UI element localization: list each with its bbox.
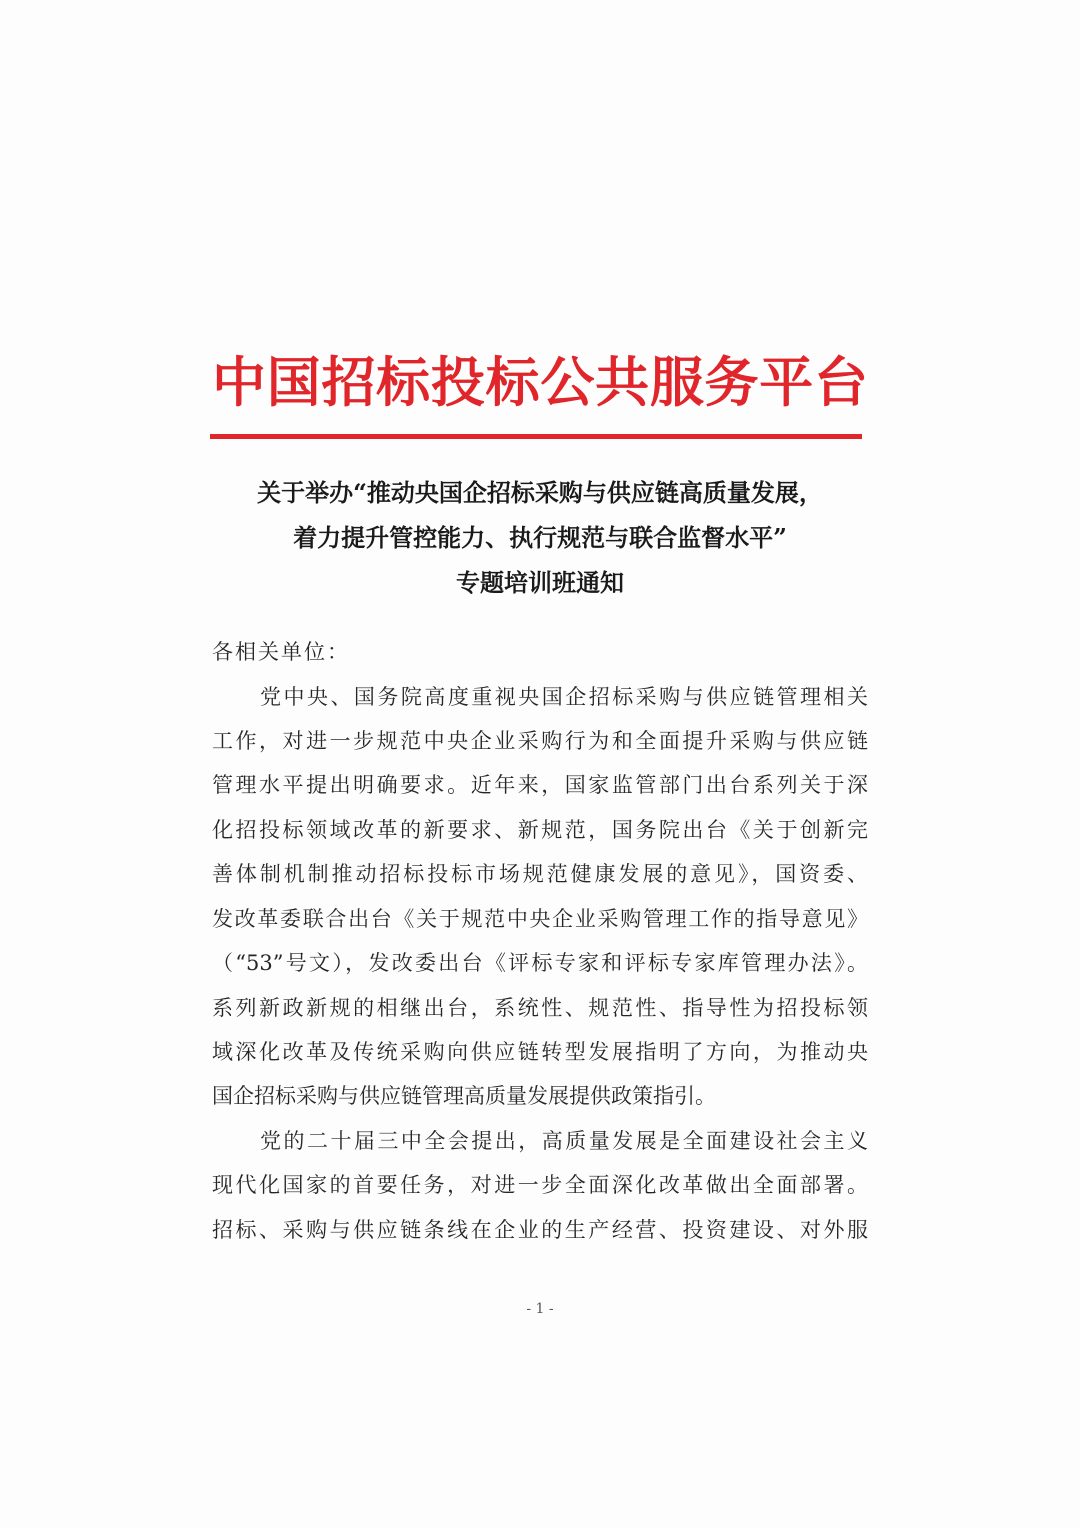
- masthead-red-rule: [210, 434, 862, 439]
- body-line: 系列新政新规的相继出台，系统性、规范性、指导性为招投标领: [212, 996, 868, 1020]
- notice-title-line-3: 专题培训班通知: [456, 568, 624, 597]
- body-line: （“53”号文），发改委出台《评标专家和评标专家库管理办法》。: [212, 951, 868, 975]
- notice-title-line-2: 着力提升管控能力、执行规范与联合监督水平”: [293, 523, 787, 552]
- body-line: 域深化改革及传统采购向供应链转型发展指明了方向，为推动央: [212, 1040, 868, 1064]
- body-line: 党中央、国务院高度重视央国企招标采购与供应链管理相关: [260, 685, 868, 709]
- body-line: 国企招标采购与供应链管理高质量发展提供政策指引。: [212, 1084, 716, 1108]
- page-number: - 1 -: [526, 1301, 554, 1317]
- body-line: 招标、采购与供应链条线在企业的生产经营、投资建设、对外服: [212, 1218, 868, 1242]
- body-line: 工作，对进一步规范中央企业采购行为和全面提升采购与供应链: [212, 729, 868, 753]
- body-line: 党的二十届三中全会提出，高质量发展是全面建设社会主义: [260, 1129, 868, 1153]
- body-line: 发改革委联合出台《关于规范中央企业采购管理工作的指导意见》: [212, 907, 868, 931]
- body-line: 化招投标领域改革的新要求、新规范，国务院出台《关于创新完: [212, 818, 868, 842]
- notice-title-line-1: 关于举办“推动央国企招标采购与供应链高质量发展，: [257, 478, 823, 507]
- body-line: 善体制机制推动招标投标市场规范健康发展的意见》，国资委、: [212, 862, 868, 886]
- body-line: 管理水平提出明确要求。近年来，国家监管部门出台系列关于深: [212, 773, 868, 797]
- salutation: 各相关单位：: [212, 640, 350, 664]
- body-line: 现代化国家的首要任务，对进一步全面深化改革做出全面部署。: [212, 1173, 868, 1197]
- masthead-org-name: 中国招标投标公共服务平台: [212, 351, 868, 414]
